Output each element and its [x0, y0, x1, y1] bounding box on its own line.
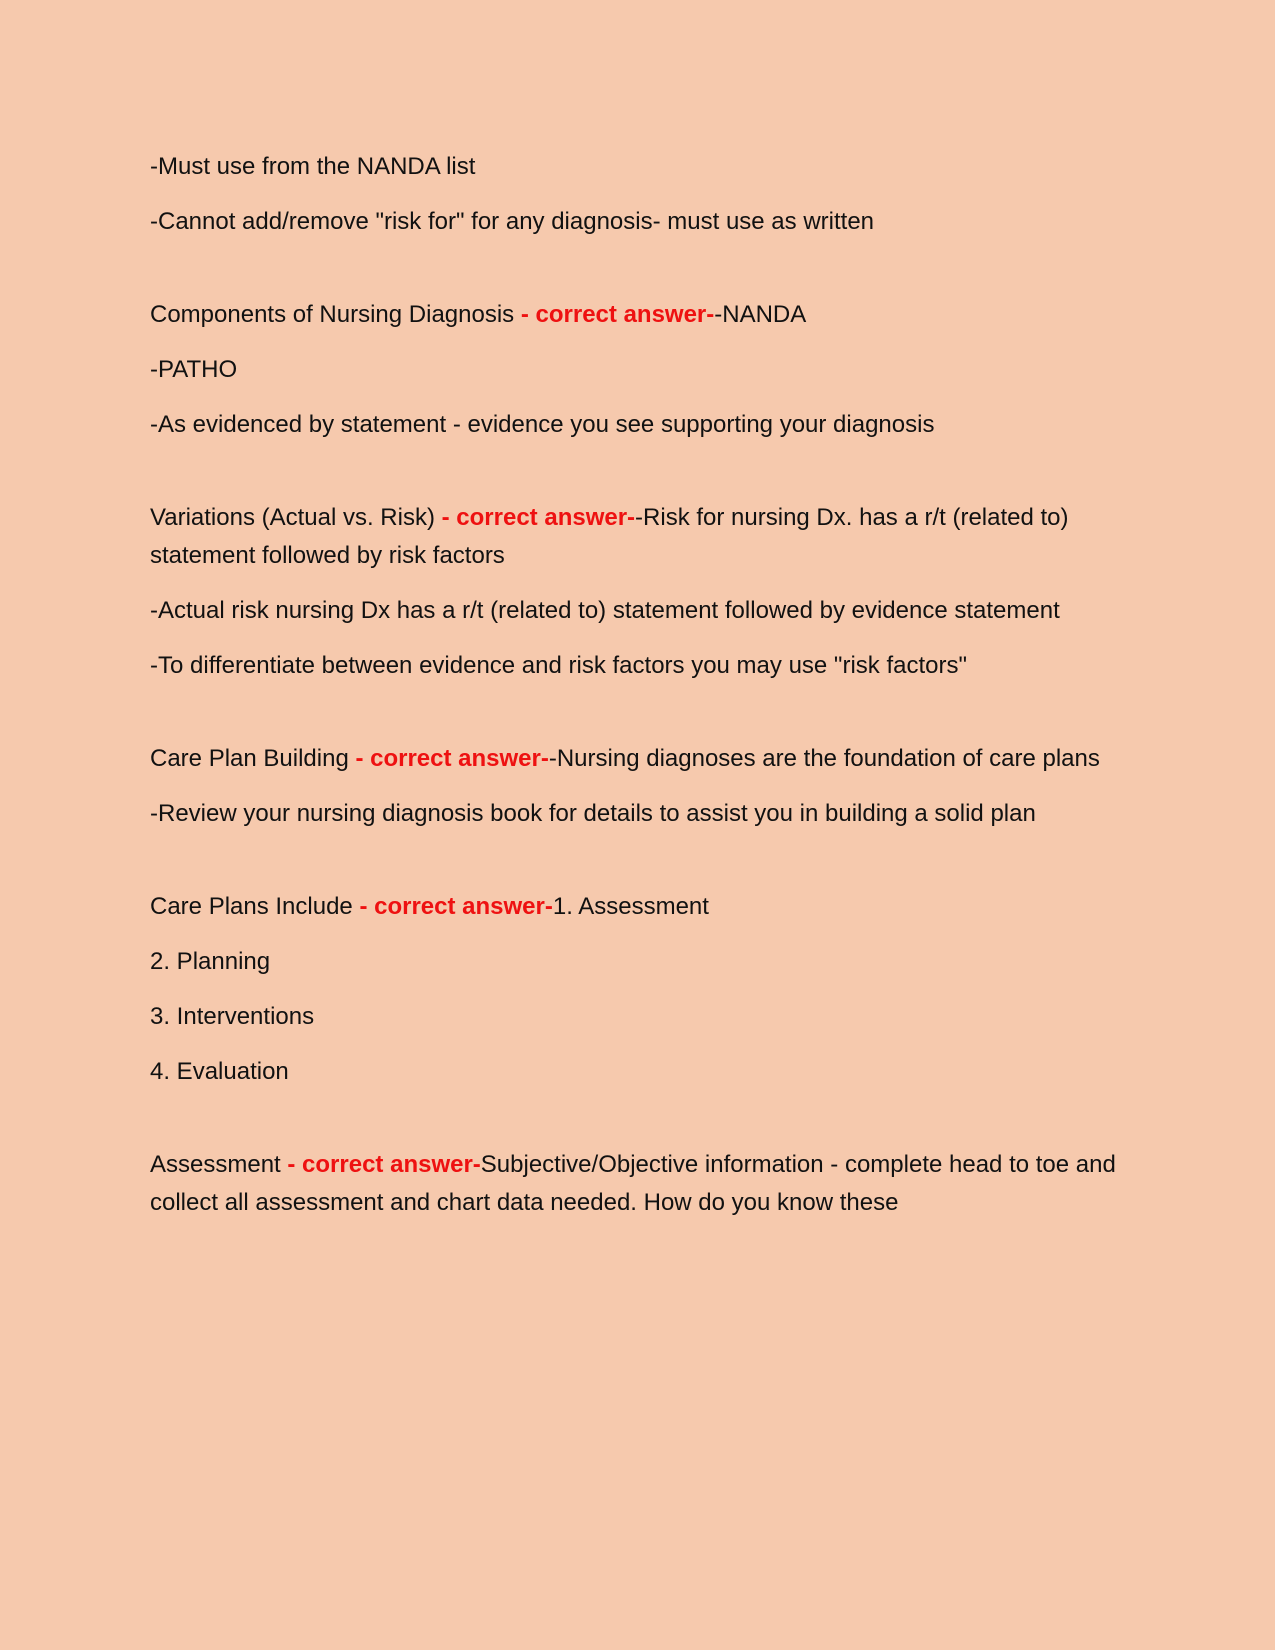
- correct-answer-marker: - correct answer-: [359, 893, 553, 920]
- qa-term: Care Plan Building: [150, 745, 356, 772]
- qa-components-line: -PATHO: [150, 356, 238, 383]
- intro-line-nanda: -Must use from the NANDA list: [150, 153, 476, 180]
- qa-variations-line: -To differentiate between evidence and risk factors you may use "risk factors": [150, 652, 967, 679]
- correct-answer-marker: - correct answer-: [520, 301, 715, 328]
- qa-components-line: -As evidenced by statement - evidence you see supporting your diagnosis: [150, 411, 935, 438]
- qa-care-plans-include-item: 3. Interventions: [150, 1003, 315, 1030]
- qa-term: Assessment: [150, 1151, 288, 1178]
- qa-care-plan-building-question: [150, 740, 1130, 778]
- qa-answer: 1. Assessment: [552, 893, 709, 920]
- qa-care-plan-building-line: -Review your nursing diagnosis book for details to assist you in building a solid plan: [150, 800, 1036, 827]
- qa-care-plans-include-item: 4. Evaluation: [150, 1058, 289, 1085]
- correct-answer-marker: - correct answer-: [287, 1151, 481, 1178]
- qa-term: Care Plans Include: [150, 893, 360, 920]
- correct-answer-marker: - correct answer-: [441, 504, 636, 531]
- document-page: [150, 148, 1130, 1239]
- qa-term: Components of Nursing Diagnosis: [150, 301, 521, 328]
- qa-care-plans-include-question: [150, 888, 1130, 926]
- qa-answer: Subjective/Objective information - complete head to toe and collect all assessment and chart data needed. How do you know these: [150, 1151, 1116, 1216]
- intro-line-risk-for: -Cannot add/remove "risk for" for any diagnosis- must use as written: [150, 208, 875, 235]
- qa-answer: -NANDA: [714, 301, 807, 328]
- qa-care-plans-include-item: 2. Planning: [150, 948, 271, 975]
- qa-assessment-question: [150, 1146, 1130, 1222]
- qa-term: Variations (Actual vs. Risk): [150, 504, 442, 531]
- qa-answer: -Nursing diagnoses are the foundation of care plans: [548, 745, 1100, 772]
- correct-answer-marker: - correct answer-: [355, 745, 549, 772]
- qa-components-question: [150, 296, 1130, 334]
- qa-answer: -Risk for nursing Dx. has a r/t (related to) statement followed by risk factors: [150, 504, 1069, 569]
- qa-variations-question: [150, 499, 1130, 575]
- qa-variations-line: -Actual risk nursing Dx has a r/t (related to) statement followed by evidence statement: [150, 597, 1060, 624]
